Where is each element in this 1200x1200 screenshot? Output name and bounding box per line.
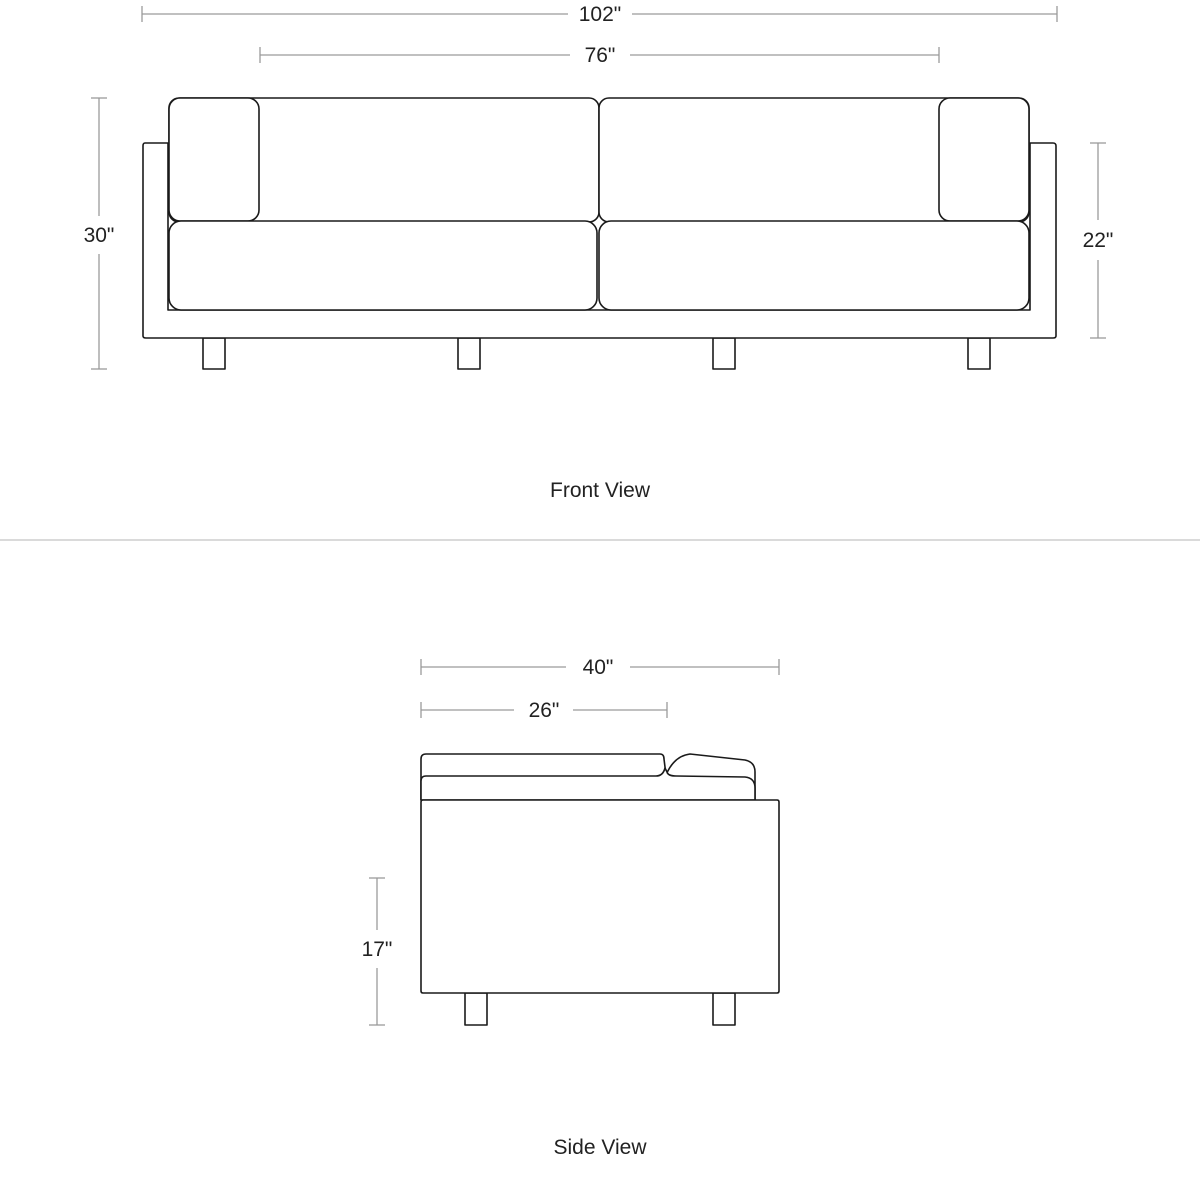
seat-height-label: 17" bbox=[361, 938, 393, 961]
overall-width-dimension bbox=[142, 3, 1057, 26]
overall-width-label: 102" bbox=[578, 3, 622, 26]
seat-cushion-right bbox=[599, 221, 1029, 310]
side-leg-front bbox=[465, 993, 487, 1025]
seat-width-dimension bbox=[260, 44, 939, 67]
throw-pillow-left bbox=[169, 98, 259, 221]
side-leg-back bbox=[713, 993, 735, 1025]
throw-pillow-right bbox=[939, 98, 1029, 221]
overall-depth-dimension bbox=[421, 656, 779, 679]
seat-width-label: 76" bbox=[584, 44, 616, 67]
side-view bbox=[362, 656, 779, 1159]
front-leg-4 bbox=[968, 338, 990, 369]
overall-height-dimension bbox=[84, 98, 115, 369]
side-view-caption: Side View bbox=[553, 1136, 647, 1159]
front-view bbox=[84, 3, 1114, 502]
front-leg-1 bbox=[203, 338, 225, 369]
side-sofa-body bbox=[421, 800, 779, 993]
seat-height-dimension bbox=[362, 878, 393, 1025]
overall-height-label: 30" bbox=[83, 224, 115, 247]
front-leg-3 bbox=[713, 338, 735, 369]
seat-cushion-left bbox=[169, 221, 597, 310]
arm-height-label: 22" bbox=[1082, 229, 1114, 252]
seat-depth-label: 26" bbox=[528, 699, 560, 722]
arm-height-dimension bbox=[1083, 143, 1114, 338]
front-view-caption: Front View bbox=[550, 479, 650, 502]
front-leg-2 bbox=[458, 338, 480, 369]
overall-depth-label: 40" bbox=[582, 656, 614, 679]
seat-depth-dimension bbox=[421, 699, 667, 722]
